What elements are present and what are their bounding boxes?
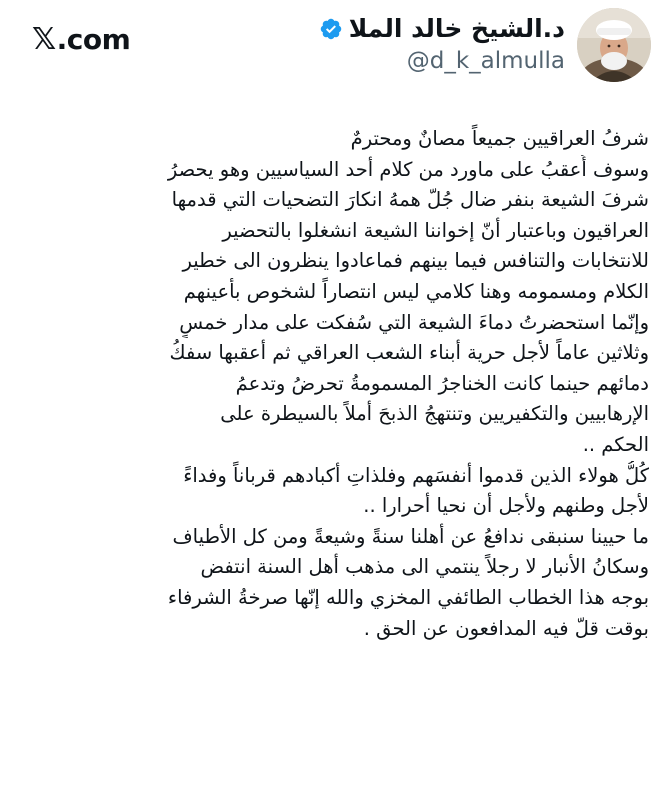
post-line: بوقت قلّ فيه المدافعون عن الحق .: [363, 616, 649, 640]
post-line: وسكانُ الأنبار لا رجلاً ينتمي الى مذهب أهل السنة انتفض: [200, 555, 649, 579]
post-line: العراقيون وباعتبار أنّ إخواننا الشيعة انشغلوا بالتحضير: [222, 218, 649, 242]
post-body: [18, 124, 649, 644]
x-com-brand: [32, 22, 130, 57]
post-line: لأجل وطنهم ولأجل أن نحيا أحرارا ..: [363, 494, 649, 518]
brand-domain: .com: [56, 23, 131, 56]
post-line: وإنّما استحضرتُ دماءَ الشيعة التي سُفكت على مدار خمسٍ: [179, 310, 649, 334]
author-handle[interactable]: @d_k_almulla: [406, 48, 565, 74]
post-line: الكلام ومسمومه وهنا كلامي ليس انتصاراً لشخوص بأعينهم: [183, 279, 649, 303]
author-display-name[interactable]: د.الشيخ خالد الملا: [348, 14, 565, 43]
post-line: وسوف أُعقبُ على ماورد من كلام أحد السياسيين وهو يحصرُ: [167, 157, 649, 181]
post-line: وثلاثين عاماً لأجل حرية أبناء الشعب العراقي ثم أعقبها سفكُ: [169, 341, 649, 365]
post-line: بوجه هذا الخطاب الطائفي المخزي والله إنّها صرخةُ الشرفاء: [167, 585, 649, 609]
post-line: ما حيينا سنبقى ندافعُ عن أهلنا سنةً وشيعةً ومن كل الأطياف: [172, 524, 649, 548]
verified-badge-icon: [319, 17, 343, 41]
post-line: الإرهابيين والتكفيريين وتنتهجُ الذبحَ أملاً بالسيطرة على: [220, 402, 649, 426]
post-line: للانتخابات والتنافس فيما بينهم فماعادوا ينظرون الى خطير: [182, 249, 649, 273]
avatar-portrait-icon: [577, 8, 651, 82]
x-logo-icon: 𝕏: [32, 22, 56, 57]
post-line: شرفَ الشيعة بنفر ضال جُلّ همهُ انكارَ التضحيات التي قدمها: [171, 188, 649, 212]
author-name-row[interactable]: [319, 14, 565, 43]
post-header: [0, 0, 665, 100]
post-line: كُلُّ هولاء الذين قدموا أنفسَهم وفلذاتِ أكبادهم قرباناً وفداءً: [183, 463, 649, 487]
post-line: دمائهم حينما كانت الخناجرُ المسمومةُ تحرضُ وتدعمُ: [235, 371, 649, 395]
avatar[interactable]: [577, 8, 651, 82]
post-line: شرفُ العراقيين جميعاً مصانٌ ومحترمٌ: [350, 127, 649, 150]
post-line: الحكم ..: [582, 432, 649, 456]
